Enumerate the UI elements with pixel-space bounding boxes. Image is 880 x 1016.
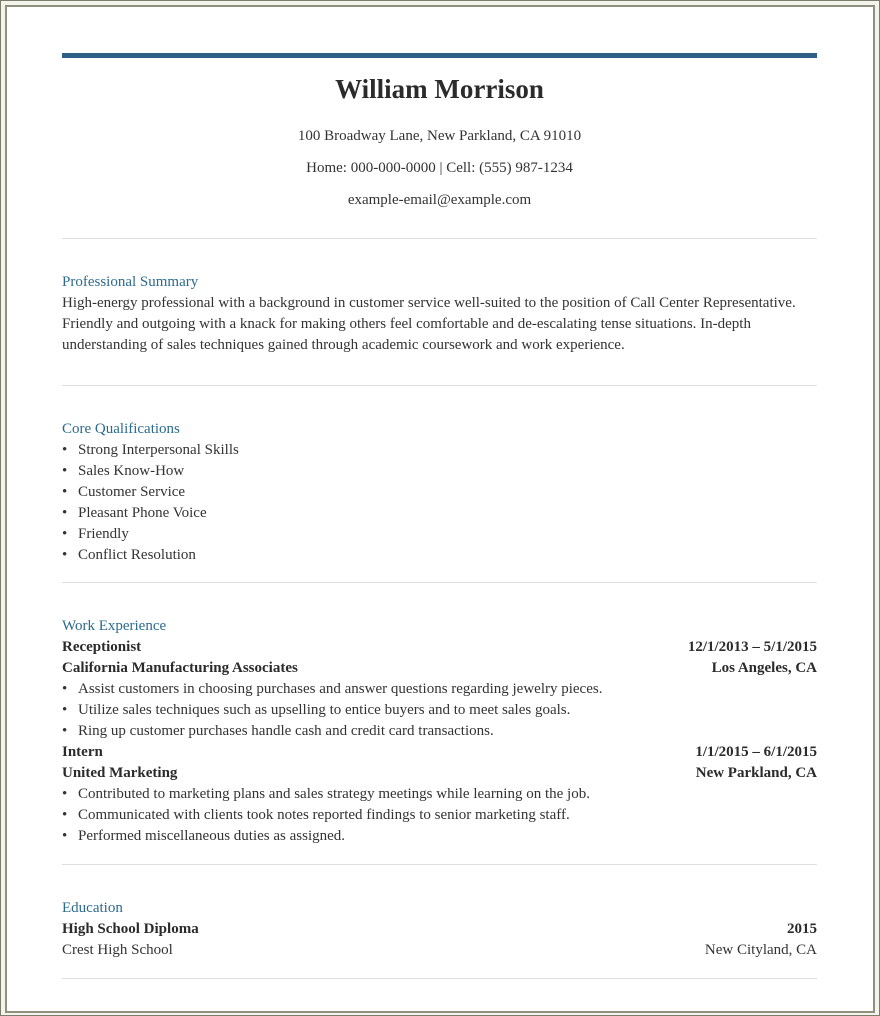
job-role: Receptionist <box>62 639 142 655</box>
summary-text: High-energy professional with a background in customer service well-suited to the position of Call Center Representative. Friendly and outgoing with a knack for making others feel comfortable and de-escalating tense situations. In-depth understanding of sales techniques gained through academic coursework and work experience. <box>62 295 796 353</box>
list-item: • Pleasant Phone Voice <box>62 503 817 524</box>
education-section <box>62 898 817 961</box>
candidate-name: William Morrison <box>335 74 544 104</box>
job-location: New Parkland, CA <box>695 765 817 781</box>
section-title-qualifications: Core Qualifications <box>62 421 180 437</box>
job-role: Intern <box>62 744 103 760</box>
job-duties <box>62 784 817 847</box>
job-duties <box>62 679 817 742</box>
list-item: • Performed miscellaneous duties as assigned. <box>62 826 817 847</box>
job-company: California Manufacturing Associates <box>62 660 298 676</box>
education-degree: High School Diploma <box>62 921 199 937</box>
qualifications-section <box>62 419 817 566</box>
divider <box>62 385 817 386</box>
education-location: New Cityland, CA <box>704 942 817 958</box>
contact-address: 100 Broadway Lane, New Parkland, CA 91010 <box>297 128 582 144</box>
section-title-experience: Work Experience <box>62 618 167 634</box>
job-dates: 1/1/2015 – 6/1/2015 <box>695 744 817 760</box>
section-title-summary: Professional Summary <box>62 274 199 290</box>
accent-bar <box>62 53 817 58</box>
list-item: • Assist customers in choosing purchases and answer questions regarding jewelry pieces. <box>62 679 817 700</box>
job-entry <box>62 742 817 847</box>
list-item: • Friendly <box>62 524 817 545</box>
education-school: Crest High School <box>62 942 173 958</box>
list-item: • Ring up customer purchases handle cash and credit card transactions. <box>62 721 817 742</box>
job-location: Los Angeles, CA <box>711 660 817 676</box>
divider <box>62 238 817 239</box>
divider <box>62 582 817 583</box>
summary-section <box>62 272 817 356</box>
list-item: • Contributed to marketing plans and sales strategy meetings while learning on the job. <box>62 784 817 805</box>
list-item: • Communicated with clients took notes reported findings to senior marketing staff. <box>62 805 817 826</box>
education-year: 2015 <box>787 921 817 937</box>
resume <box>62 53 817 979</box>
list-item: • Customer Service <box>62 482 817 503</box>
section-title-education: Education <box>62 900 123 916</box>
list-item: • Strong Interpersonal Skills <box>62 440 817 461</box>
divider <box>62 978 817 979</box>
job-dates: 12/1/2013 – 5/1/2015 <box>687 639 817 655</box>
divider <box>62 864 817 865</box>
contact-email: example-email@example.com <box>347 192 532 208</box>
job-company: United Marketing <box>62 765 178 781</box>
list-item: • Conflict Resolution <box>62 545 817 566</box>
list-item: • Sales Know-How <box>62 461 817 482</box>
job-entry <box>62 637 817 742</box>
contact-phones: Home: 000-000-0000 | Cell: (555) 987-1234 <box>306 160 573 176</box>
qualifications-list <box>62 440 817 566</box>
list-item: • Utilize sales techniques such as upselling to entice buyers and to meet sales goals. <box>62 700 817 721</box>
experience-section <box>62 616 817 847</box>
